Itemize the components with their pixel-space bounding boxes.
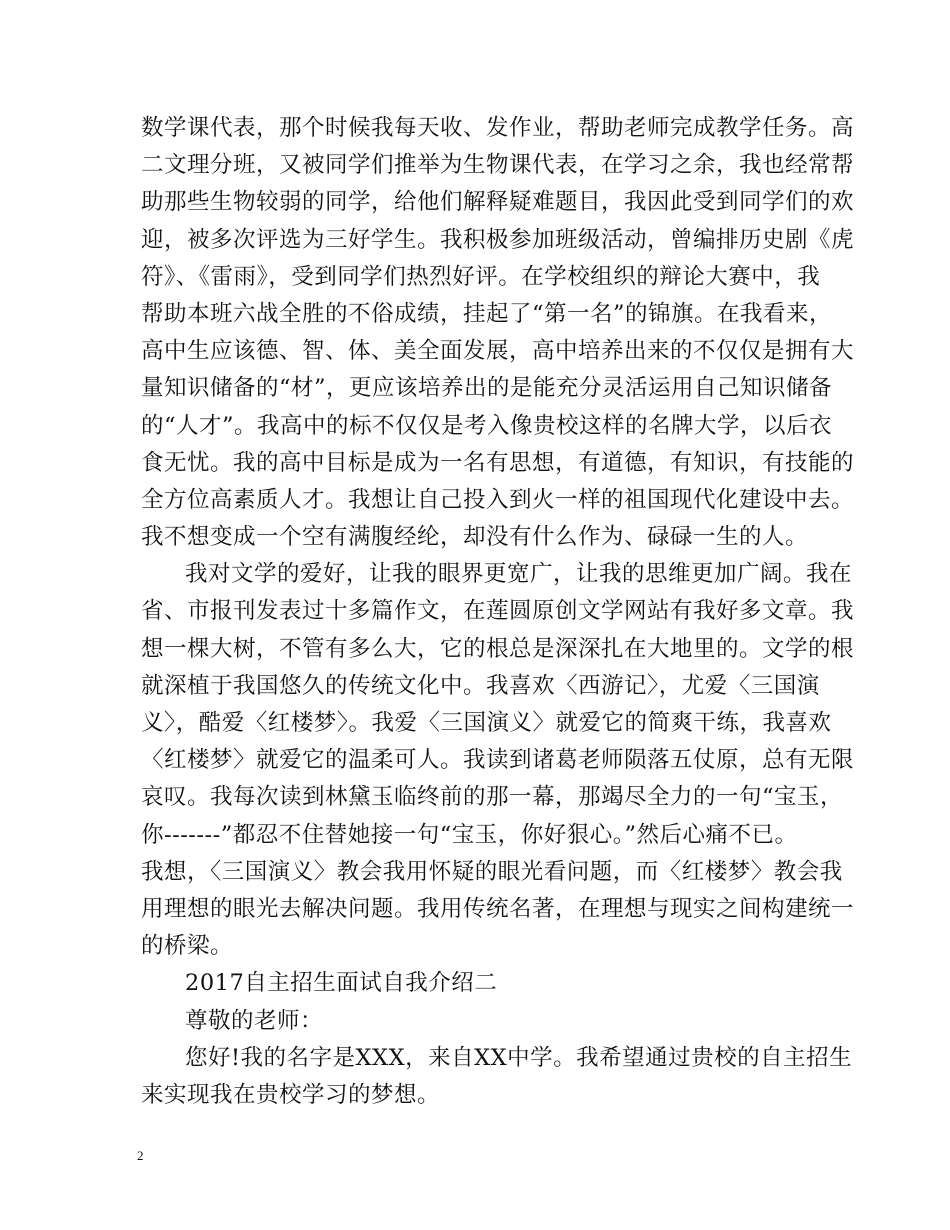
document-body bbox=[141, 110, 855, 1114]
text-line: 尊敬的老师： bbox=[185, 1007, 324, 1034]
text-line: 符》、《雷雨》，受到同学们热烈好评。在学校组织的辩论大赛中，我 bbox=[141, 263, 821, 290]
text-line: 省、市报刊发表过十多篇作文，在莲圆原创文学网站有我好多文章。我 bbox=[141, 598, 855, 625]
text-line: 的桥梁。 bbox=[141, 933, 234, 960]
text-line: 2017自主招生面试自我介绍二 bbox=[185, 970, 498, 997]
page-number: 2 bbox=[137, 1148, 144, 1163]
text-line: 我想，〈三国演义〉教会我用怀疑的眼光看问题，而〈红楼梦〉教会我 bbox=[141, 858, 843, 885]
text-line: 〈红楼梦〉就爱它的温柔可人。我读到诸葛老师陨落五仗原，总有无限 bbox=[141, 747, 855, 774]
text-line: 来实现我在贵校学习的梦想。 bbox=[141, 1081, 441, 1108]
text-line: 量知识储备的“材”，更应该培养出的是能充分灵活运用自己知识储备 bbox=[141, 375, 833, 402]
text-line: 我不想变成一个空有满腹经纶，却没有什么作为、碌碌一生的人。 bbox=[141, 524, 809, 551]
text-line: 就深植于我国悠久的传统文化中。我喜欢〈西游记〉，尤爱〈三国演 bbox=[141, 672, 820, 699]
text-line: 我对文学的爱好，让我的眼界更宽广，让我的思维更加广阔。我在 bbox=[185, 561, 853, 588]
text-line: 义〉，酷爱〈红楼梦〉。我爱〈三国演义〉就爱它的简爽干练，我喜欢 bbox=[141, 710, 832, 736]
text-line: 帮助本班六战全胜的不俗成绩，挂起了“第一名”的锦旗。在我看来， bbox=[141, 300, 833, 327]
text-line: 数学课代表，那个时候我每天收、发作业，帮助老师完成教学任务。高 bbox=[141, 115, 855, 141]
text-line: 你-------”都忍不住替她接一句“宝玉，你好狠心。”然后心痛不已。 bbox=[141, 821, 798, 848]
text-line: 哀叹。我每次读到林黛玉临终前的那一幕，那竭尽全力的一句“宝玉， bbox=[141, 784, 844, 811]
text-line: 二文理分班，又被同学们推举为生物课代表，在学习之余，我也经常帮 bbox=[141, 152, 855, 179]
text-line: 想一棵大树，不管有多么大，它的根总是深深扎在大地里的。文学的根 bbox=[141, 635, 855, 662]
text-line: 全方位高素质人才。我想让自己投入到火一样的祖国现代化建设中去。 bbox=[141, 486, 855, 513]
text-line: 您好!我的名字是XXX，来自XX中学。我希望通过贵校的自主招生 bbox=[185, 1044, 853, 1071]
text-line: 迎，被多次评选为三好学生。我积极参加班级活动，曾编排历史剧《虎 bbox=[141, 226, 855, 253]
text-line: 高中生应该德、智、体、美全面发展，高中培养出来的不仅仅是拥有大 bbox=[141, 338, 855, 365]
text-line: 的“人才”。我高中的标不仅仅是考入像贵校这样的名牌大学，以后衣 bbox=[141, 412, 833, 439]
text-line: 用理想的眼光去解决问题。我用传统名著，在理想与现实之间构建统一 bbox=[141, 895, 855, 922]
text-line: 食无忧。我的高中目标是成为一名有思想，有道德，有知识，有技能的 bbox=[141, 449, 855, 476]
text-line: 助那些生物较弱的同学，给他们解释疑难题目，我因此受到同学们的欢 bbox=[141, 189, 855, 216]
